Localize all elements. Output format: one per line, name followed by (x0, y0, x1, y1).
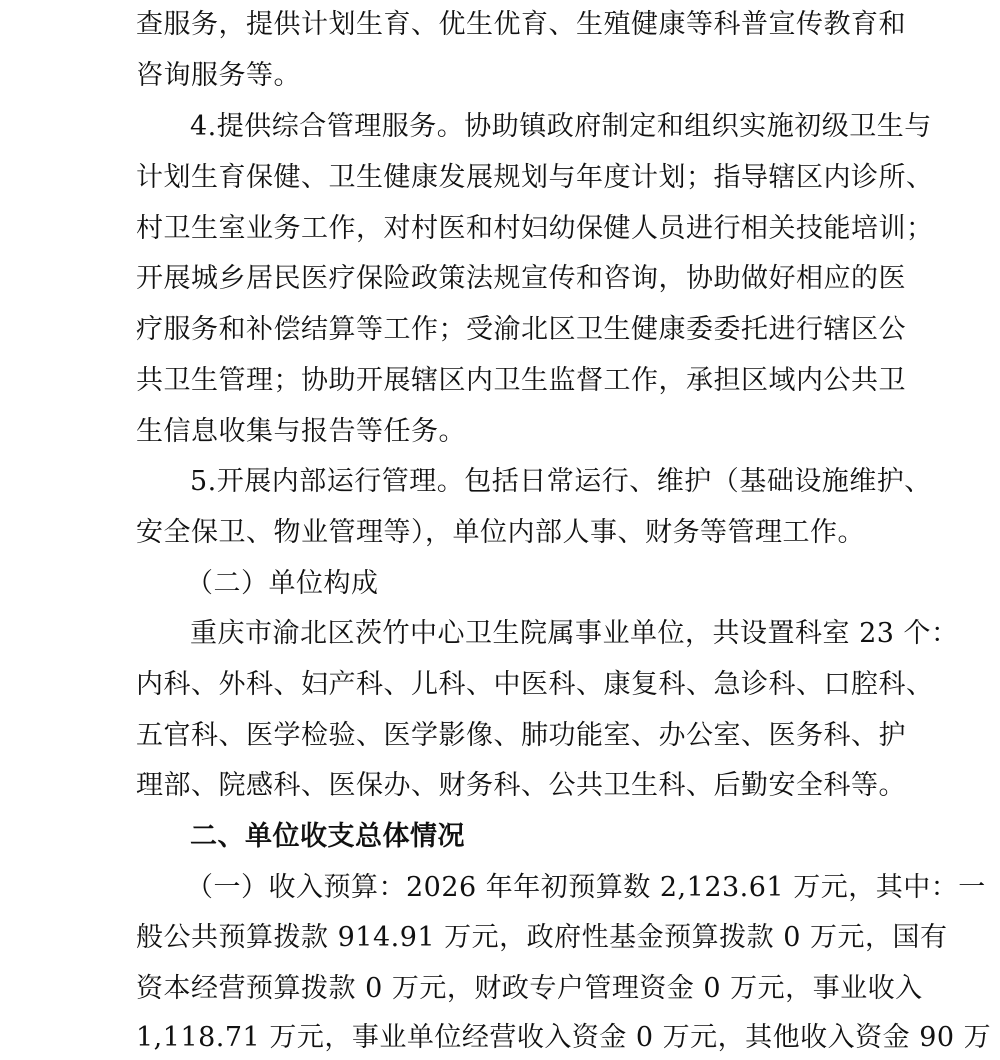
paragraph-line: 生信息收集与报告等任务。 (136, 416, 466, 447)
paragraph-line: 安全保卫、物业管理等），单位内部人事、财务等管理工作。 (136, 517, 865, 548)
paragraph-line: 资本经营预算拨款 0 万元，财政专户管理资金 0 万元，事业收入 (136, 973, 923, 1004)
paragraph-line: （一）收入预算：2026 年年初预算数 2,123.61 万元，其中：一 (186, 872, 986, 903)
section-subheading: （二）单位构成 (186, 568, 379, 599)
paragraph-line: 般公共预算拨款 914.91 万元，政府性基金预算拨款 0 万元，国有 (136, 922, 948, 953)
paragraph-line: 咨询服务等。 (136, 60, 301, 91)
paragraph-line: 查服务，提供计划生育、优生优育、生殖健康等科普宣传教育和 (136, 9, 906, 40)
paragraph-line: 1,118.71 万元，事业单位经营收入资金 0 万元，其他收入资金 90 万 (136, 1022, 992, 1053)
paragraph-line: 理部、院感科、医保办、财务科、公共卫生科、后勤安全科等。 (136, 770, 906, 801)
paragraph-line: 村卫生室业务工作，对村医和村妇幼保健人员进行相关技能培训； (136, 213, 934, 244)
paragraph-line: 重庆市渝北区茨竹中心卫生院属事业单位，共设置科室 23 个： (190, 618, 959, 649)
paragraph-line: 共卫生管理；协助开展辖区内卫生监督工作，承担区域内公共卫 (136, 365, 906, 396)
paragraph-line: 五官科、医学检验、医学影像、肺功能室、办公室、医务科、护 (136, 720, 906, 751)
section-heading: 二、单位收支总体情况 (190, 821, 465, 852)
paragraph-line: 5.开展内部运行管理。包括日常运行、维护（基础设施维护、 (190, 466, 932, 497)
paragraph-line: 4.提供综合管理服务。协助镇政府制定和组织实施初级卫生与 (190, 111, 932, 142)
paragraph-line: 内科、外科、妇产科、儿科、中医科、康复科、急诊科、口腔科、 (136, 669, 934, 700)
paragraph-line: 疗服务和补偿结算等工作；受渝北区卫生健康委委托进行辖区公 (136, 314, 906, 345)
paragraph-line: 计划生育保健、卫生健康发展规划与年度计划；指导辖区内诊所、 (136, 162, 934, 193)
paragraph-line: 开展城乡居民医疗保险政策法规宣传和咨询，协助做好相应的医 (136, 263, 906, 294)
